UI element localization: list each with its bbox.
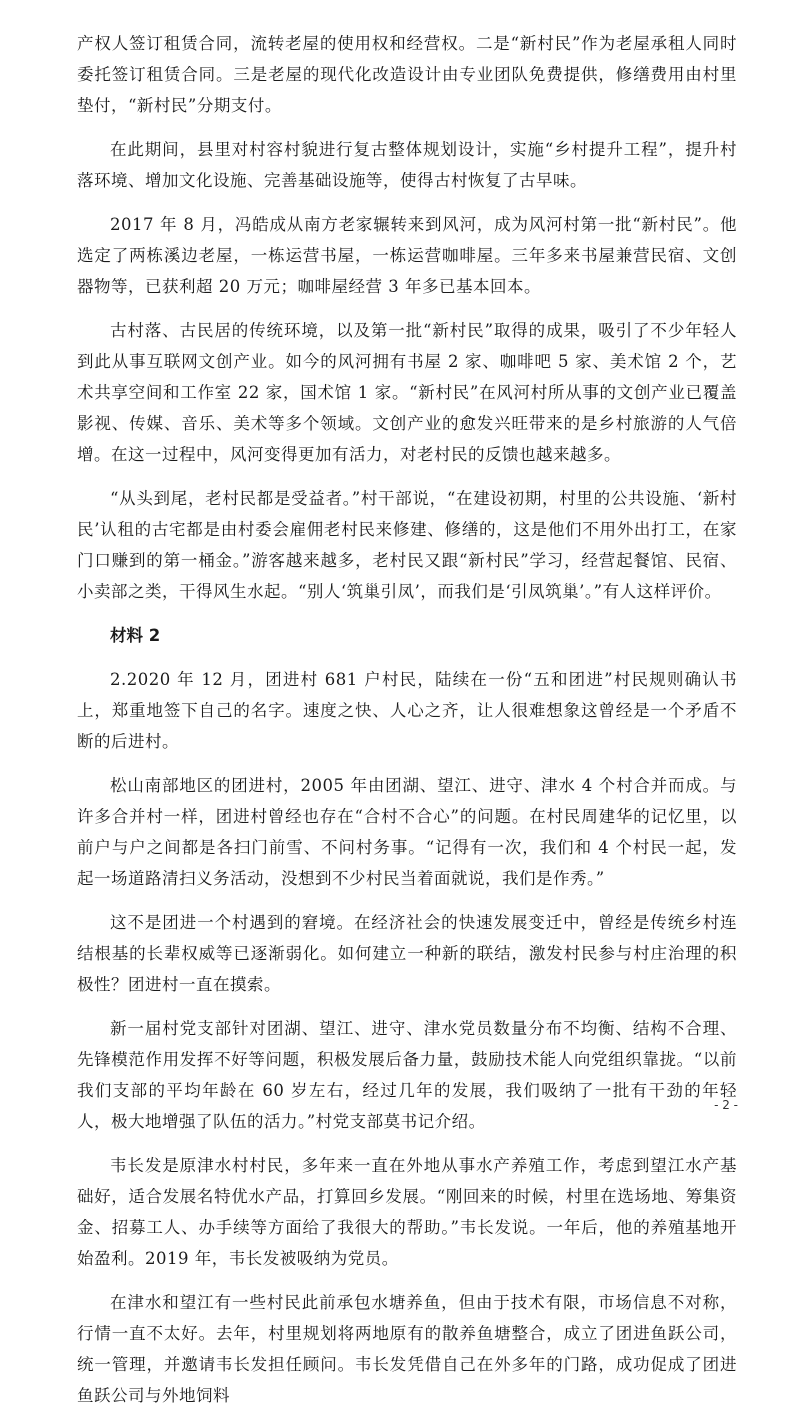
paragraph-9: 新一届村党支部针对团湖、望江、进守、津水党员数量分布不均衡、结构不合理、先锋模范作用发挥不好等问题，积极发展后备力量，鼓励技术能人向党组织靠拢。“以前我们支部的平均年龄在 60 岁左右，经过几年的发展，我们吸纳了一批有干劲的年轻人，极大地增强了队伍的活力。”村党支部莫书记介绍。 (77, 1019, 737, 1131)
paragraph-4: 古村落、古民居的传统环境，以及第一批“新村民”取得的成果，吸引了不少年轻人到此从事互联网文创产业。如今的风河拥有书屋 2 家、咖啡吧 5 家、美术馆 2 个，艺术共享空间和工作室 22 家，国术馆 1 家。“新村民”在风河村所从事的文创产业已覆盖影视、传媒、音乐、美术等多个领域。文创产业的愈发兴旺带来的是乡村旅游的人气倍增。在这一过程中，风河变得更加有活力，对老村民的反馈也越来越多。 (77, 321, 737, 464)
paragraph-7: 松山南部地区的团进村，2005 年由团湖、望江、进守、津水 4 个村合并而成。与许多合并村一样，团进村曾经也存在“合村不合心”的问题。在村民周建华的记忆里，以前户与户之间都是各扫门前雪、不问村务事。“记得有一次，我们和 4 个村民一起，发起一场道路清扫义务活动，没想到不少村民当着面就说，我们是作秀。” (77, 776, 737, 888)
paragraph-2: 在此期间，县里对村容村貌进行复古整体规划设计，实施“乡村提升工程”，提升村落环境、增加文化设施、完善基础设施等，使得古村恢复了古早味。 (77, 140, 737, 190)
section-title: 材料 2 (110, 626, 161, 645)
paragraph-3: 2017 年 8 月，冯皓成从南方老家辗转来到风河，成为风河村第一批“新村民”。他选定了两栋溪边老屋，一栋运营书屋，一栋运营咖啡屋。三年多来书屋兼营民宿、文创器物等，已获利超 20 万元；咖啡屋经营 3 年多已基本回本。 (77, 215, 737, 296)
paragraph-10: 韦长发是原津水村村民，多年来一直在外地从事水产养殖工作，考虑到望江水产基础好，适合发展名特优水产品，打算回乡发展。“刚回来的时候，村里在选场地、筹集资金、招募工人、办手续等方面给了我很大的帮助。”韦长发说。一年后，他的养殖基地开始盈利。2019 年，韦长发被吸纳为党员。 (77, 1156, 737, 1268)
paragraph-5: “从头到尾，老村民都是受益者。”村干部说，“在建设初期，村里的公共设施、‘新村民’认租的古宅都是由村委会雇佣老村民来修建、修缮的，这是他们不用外出打工，在家门口赚到的第一桶金。”游客越来越多，老村民又跟“新村民”学习，经营起餐馆、民宿、小卖部之类，干得风生水起。“别人‘筑巢引凤’，而我们是‘引凤筑巢’。”有人这样评价。 (77, 489, 737, 601)
paragraph-6: 2.2020 年 12 月，团进村 681 户村民，陆续在一份“五和团进”村民规则确认书上，郑重地签下自己的名字。速度之快、人心之齐，让人很难想象这曾经是一个矛盾不断的后进村。 (77, 670, 737, 751)
page-number: - 2 - (714, 1098, 738, 1112)
paragraph-1: 产权人签订租赁合同，流转老屋的使用权和经营权。二是“新村民”作为老屋承租人同时委托签订租赁合同。三是老屋的现代化改造设计由专业团队免费提供，修缮费用由村里垫付，“新村民”分期支付。 (77, 34, 737, 115)
document-body (77, 28, 737, 1424)
paragraph-11: 在津水和望江有一些村民此前承包水塘养鱼，但由于技术有限，市场信息不对称，行情一直不太好。去年，村里规划将两地原有的散养鱼塘整合，成立了团进鱼跃公司，统一管理，并邀请韦长发担任顾问。韦长发凭借自己在外多年的门路，成功促成了团进鱼跃公司与外地饲料 (77, 1293, 737, 1405)
paragraph-8: 这不是团进一个村遇到的窘境。在经济社会的快速发展变迁中，曾经是传统乡村连结根基的长辈权威等已逐渐弱化。如何建立一种新的联结，激发村民参与村庄治理的积极性？团进村一直在摸索。 (77, 913, 737, 994)
